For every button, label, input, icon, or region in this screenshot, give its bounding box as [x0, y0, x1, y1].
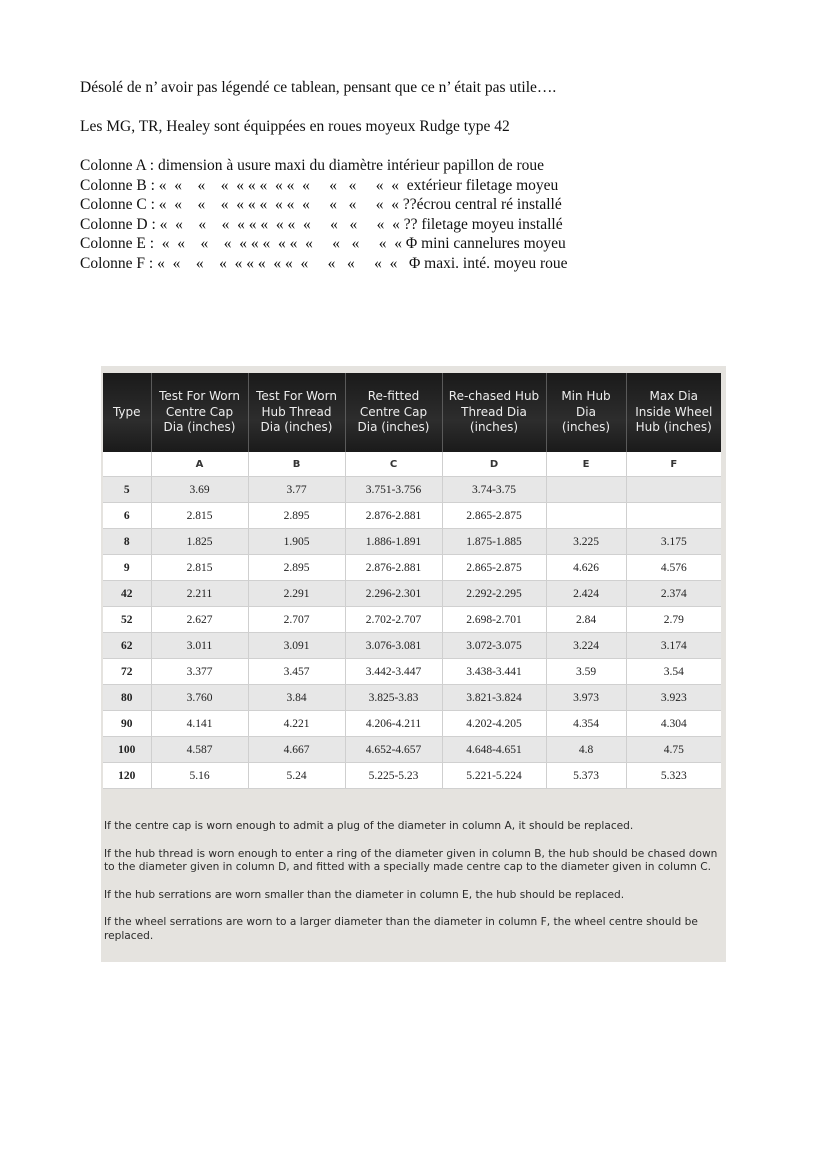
- value-cell: 2.292-2.295: [442, 581, 546, 607]
- column-letter-row: [103, 452, 721, 477]
- note-column-a: If the centre cap is worn enough to admit a plug of the diameter in column A, it should be replaced.: [104, 820, 634, 832]
- value-cell: 4.304: [626, 711, 721, 737]
- type-cell: 90: [103, 711, 151, 737]
- value-cell: 2.698-2.701: [442, 607, 546, 633]
- value-cell: 3.175: [626, 529, 721, 555]
- value-cell: 4.576: [626, 555, 721, 581]
- letter-cell: F: [626, 452, 721, 477]
- value-cell: 1.825: [151, 529, 248, 555]
- value-cell: 3.84: [248, 685, 345, 711]
- letter-cell: B: [248, 452, 345, 477]
- intro-text: [80, 78, 760, 273]
- header-c: Re-fitted Centre Cap Dia (inches): [345, 373, 442, 452]
- value-cell: 2.815: [151, 503, 248, 529]
- value-cell: 3.923: [626, 685, 721, 711]
- header-e: Min Hub Dia (inches): [546, 373, 626, 452]
- value-cell: 4.206-4.211: [345, 711, 442, 737]
- header-a: Test For Worn Centre Cap Dia (inches): [151, 373, 248, 452]
- value-cell: 3.825-3.83: [345, 685, 442, 711]
- value-cell: 5.16: [151, 763, 248, 789]
- value-cell: 5.221-5.224: [442, 763, 546, 789]
- table-row: [103, 529, 721, 555]
- value-cell: 3.011: [151, 633, 248, 659]
- value-cell: 2.895: [248, 555, 345, 581]
- type-cell: 80: [103, 685, 151, 711]
- value-cell: [626, 477, 721, 503]
- value-cell: 4.587: [151, 737, 248, 763]
- value-cell: 2.291: [248, 581, 345, 607]
- value-cell: 2.79: [626, 607, 721, 633]
- value-cell: 3.821-3.824: [442, 685, 546, 711]
- column-c-legend: Colonne C : « « « « « « « « « « « « « « ??écrou central ré installé: [80, 196, 562, 213]
- type-cell: 62: [103, 633, 151, 659]
- type-cell: 42: [103, 581, 151, 607]
- table-row: [103, 581, 721, 607]
- value-cell: 2.815: [151, 555, 248, 581]
- table-row: [103, 763, 721, 789]
- value-cell: 2.702-2.707: [345, 607, 442, 633]
- value-cell: 1.905: [248, 529, 345, 555]
- value-cell: 3.69: [151, 477, 248, 503]
- value-cell: 4.648-4.651: [442, 737, 546, 763]
- value-cell: 2.895: [248, 503, 345, 529]
- hub-dimensions-table: [103, 373, 721, 789]
- value-cell: 5.323: [626, 763, 721, 789]
- value-cell: 4.626: [546, 555, 626, 581]
- value-cell: 3.973: [546, 685, 626, 711]
- note-column-b-c-d: If the hub thread is worn enough to enter a ring of the diameter given in column B, the hub should be chased down to the diameter given in column D, and fitted with a specially made centre cap to the diameter given in column C.: [104, 847, 718, 873]
- value-cell: [626, 503, 721, 529]
- letter-cell: E: [546, 452, 626, 477]
- value-cell: 4.8: [546, 737, 626, 763]
- table-row: [103, 711, 721, 737]
- value-cell: 2.84: [546, 607, 626, 633]
- type-cell: 8: [103, 529, 151, 555]
- header-row: [103, 373, 721, 452]
- value-cell: 3.74-3.75: [442, 477, 546, 503]
- letter-cell: D: [442, 452, 546, 477]
- value-cell: [546, 477, 626, 503]
- value-cell: 3.224: [546, 633, 626, 659]
- value-cell: 4.202-4.205: [442, 711, 546, 737]
- type-cell: 72: [103, 659, 151, 685]
- table-row: [103, 555, 721, 581]
- letter-cell: [103, 452, 151, 477]
- value-cell: 2.424: [546, 581, 626, 607]
- value-cell: 2.707: [248, 607, 345, 633]
- value-cell: 2.876-2.881: [345, 503, 442, 529]
- note-column-f: If the wheel serrations are worn to a larger diameter than the diameter in column F, the wheel centre should be replaced.: [104, 916, 698, 942]
- type-cell: 6: [103, 503, 151, 529]
- table-row: [103, 659, 721, 685]
- value-cell: 1.886-1.891: [345, 529, 442, 555]
- value-cell: 3.54: [626, 659, 721, 685]
- value-cell: 2.296-2.301: [345, 581, 442, 607]
- value-cell: 2.211: [151, 581, 248, 607]
- value-cell: 3.59: [546, 659, 626, 685]
- column-d-legend: Colonne D : « « « « « « « « « « « « « « ?? filetage moyeu installé: [80, 215, 563, 233]
- table-row: [103, 737, 721, 763]
- value-cell: 3.377: [151, 659, 248, 685]
- value-cell: 3.076-3.081: [345, 633, 442, 659]
- value-cell: 4.141: [151, 711, 248, 737]
- column-a-legend: Colonne A : dimension à usure maxi du diamètre intérieur papillon de roue: [80, 157, 545, 174]
- table-row: [103, 633, 721, 659]
- value-cell: 4.221: [248, 711, 345, 737]
- table-row: [103, 685, 721, 711]
- column-f-legend: Colonne F : « « « « « « « « « « « « « « Φ maxi. inté. moyeu roue: [80, 254, 568, 272]
- value-cell: 3.760: [151, 685, 248, 711]
- equipment-line: Les MG, TR, Healey sont équippées en roues moyeux Rudge type 42: [80, 118, 510, 135]
- table-row: [103, 503, 721, 529]
- value-cell: 2.374: [626, 581, 721, 607]
- value-cell: 5.24: [248, 763, 345, 789]
- value-cell: 2.627: [151, 607, 248, 633]
- value-cell: 4.652-4.657: [345, 737, 442, 763]
- notes: [104, 820, 719, 957]
- value-cell: 3.438-3.441: [442, 659, 546, 685]
- value-cell: 3.751-3.756: [345, 477, 442, 503]
- letter-cell: C: [345, 452, 442, 477]
- type-cell: 52: [103, 607, 151, 633]
- apology-line: Désolé de n’ avoir pas légendé ce tablean, pensant que ce n’ était pas utile….: [80, 79, 557, 96]
- value-cell: 2.865-2.875: [442, 555, 546, 581]
- value-cell: 3.091: [248, 633, 345, 659]
- value-cell: 3.442-3.447: [345, 659, 442, 685]
- type-cell: 9: [103, 555, 151, 581]
- value-cell: 3.174: [626, 633, 721, 659]
- header-b: Test For Worn Hub Thread Dia (inches): [248, 373, 345, 452]
- value-cell: 4.75: [626, 737, 721, 763]
- column-e-legend: Colonne E : « « « « « « « « « « « « « « Φ mini cannelures moyeu: [80, 235, 566, 252]
- note-column-e: If the hub serrations are worn smaller than the diameter in column E, the hub should be replaced.: [104, 888, 625, 901]
- value-cell: 2.865-2.875: [442, 503, 546, 529]
- hub-dimensions-figure: [101, 366, 726, 962]
- value-cell: [546, 503, 626, 529]
- header-f: Max Dia Inside Wheel Hub (inches): [626, 373, 721, 452]
- type-cell: 5: [103, 477, 151, 503]
- type-cell: 100: [103, 737, 151, 763]
- value-cell: 4.667: [248, 737, 345, 763]
- type-cell: 120: [103, 763, 151, 789]
- header-d: Re-chased Hub Thread Dia (inches): [442, 373, 546, 452]
- header-type: Type: [103, 373, 151, 452]
- value-cell: 4.354: [546, 711, 626, 737]
- value-cell: 2.876-2.881: [345, 555, 442, 581]
- value-cell: 3.225: [546, 529, 626, 555]
- value-cell: 1.875-1.885: [442, 529, 546, 555]
- value-cell: 3.072-3.075: [442, 633, 546, 659]
- letter-cell: A: [151, 452, 248, 477]
- table-row: [103, 477, 721, 503]
- table-row: [103, 607, 721, 633]
- column-b-legend: Colonne B : « « « « « « « « « « « « « « extérieur filetage moyeu: [80, 176, 559, 194]
- value-cell: 3.457: [248, 659, 345, 685]
- value-cell: 5.225-5.23: [345, 763, 442, 789]
- value-cell: 3.77: [248, 477, 345, 503]
- value-cell: 5.373: [546, 763, 626, 789]
